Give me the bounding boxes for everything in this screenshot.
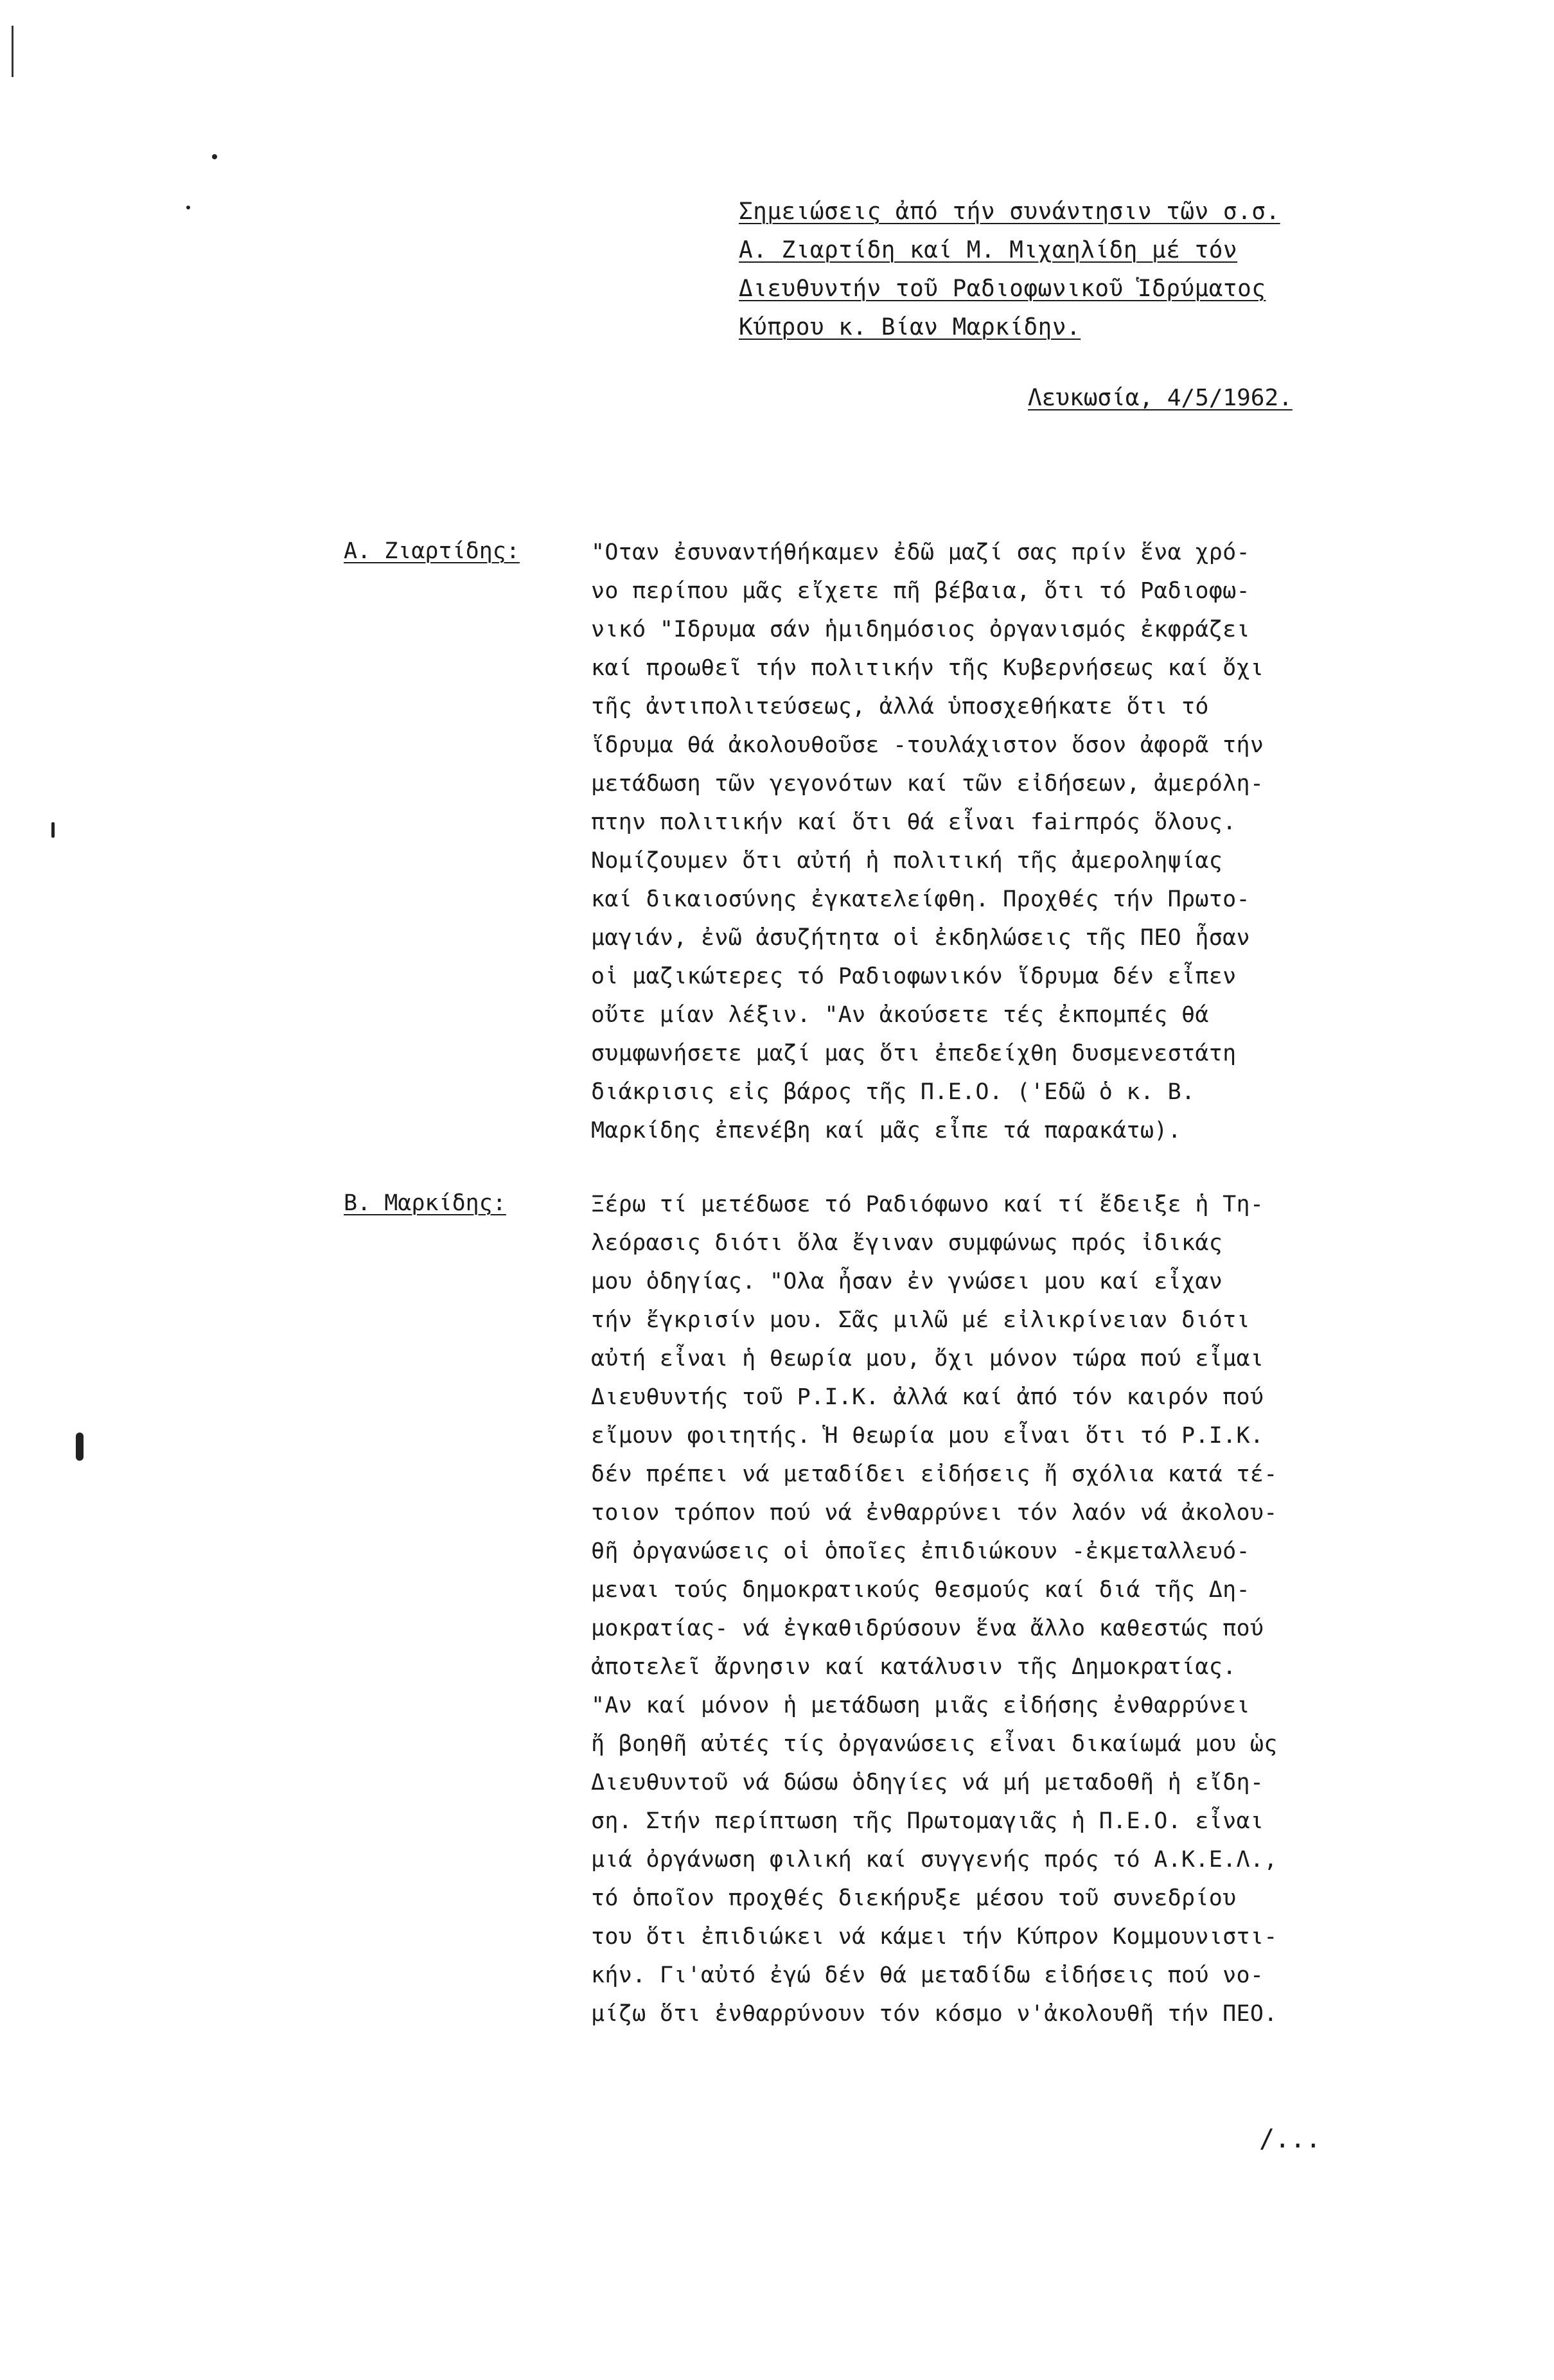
speech-line: Ξέρω τί μετέδωσε τό Ραδιόφωνο καί τί ἔδειξε ἡ Τη- xyxy=(591,1192,1264,1217)
speech-line: Νομίζουμεν ὅτι αὐτή ἡ πολιτική τῆς ἀμεροληψίας xyxy=(591,848,1223,874)
header-line: Α. Ζιαρτίδη καί Μ. Μιχαηλίδη μέ τόν xyxy=(739,237,1238,263)
scan-speck xyxy=(212,154,217,159)
speech-line: νο περίπου μᾶς εἴχετε πῆ βέβαια, ὅτι τό Ραδιοφω- xyxy=(591,578,1250,604)
scan-speck xyxy=(186,206,190,209)
speaker-label-b: Β. Μαρκίδης: xyxy=(344,1190,506,1216)
speech-line: τῆς ἀντιπολιτεύσεως, ἀλλά ὑποσχεθήκατε ὅτι τό xyxy=(591,694,1209,719)
header-line: Κύπρου κ. Βίαν Μαρκίδην. xyxy=(739,314,1081,340)
speech-line: συμφωνήσετε μαζί μας ὅτι ἐπεδείχθη δυσμενεστάτη xyxy=(591,1041,1237,1066)
speech-line: κήν. Γι'αὐτό ἐγώ δέν θά μεταδίδω εἰδήσεις πού νο- xyxy=(591,1962,1264,1988)
speech-line: νικό "Ιδρυμα σάν ἡμιδημόσιος ὀργανισμός ἐκφράζει xyxy=(591,617,1250,642)
document-header xyxy=(739,193,1420,347)
speech-line: καί προωθεῖ τήν πολιτικήν τῆς Κυβερνήσεως καί ὄχι xyxy=(591,655,1264,681)
speech-line: αὐτή εἶναι ἡ θεωρία μου, ὄχι μόνον τώρα πού εἶμαι xyxy=(591,1346,1264,1371)
speech-line: μίζω ὅτι ἐνθαρρύνουν τόν κόσμο ν'ἀκολουθῆ τήν ΠΕΟ. xyxy=(591,2001,1278,2027)
speech-line: μετάδωση τῶν γεγονότων καί τῶν εἰδήσεων, ἀμερόλη- xyxy=(591,771,1264,797)
speech-b xyxy=(591,1185,1439,2033)
speech-line: ἤ βοηθῆ αὐτές τίς ὀργανώσεις εἶναι δικαίωμά μου ὡς xyxy=(591,1731,1278,1757)
header-line: Διευθυντήν τοῦ Ραδιοφωνικοῦ Ἱδρύματος xyxy=(739,276,1266,302)
speech-line: ἵδρυμα θά ἀκολουθοῦσε -τουλάχιστον ὅσον ἀφορᾶ τήν xyxy=(591,732,1264,758)
speech-line: μου ὁδηγίας. "Ολα ἦσαν ἐν γνώσει μου καί εἶχαν xyxy=(591,1269,1223,1294)
speech-line: λεόρασις διότι ὅλα ἔγιναν συμφώνως πρός ἰδικάς xyxy=(591,1230,1223,1256)
scan-speck xyxy=(76,1432,84,1461)
speech-a xyxy=(591,533,1439,1150)
speech-line: δέν πρέπει νά μεταδίδει εἰδήσεις ἤ σχόλια κατά τέ- xyxy=(591,1461,1278,1487)
scan-edge-mark xyxy=(12,26,13,77)
header-line: Σημειώσεις ἀπό τήν συνάντησιν τῶν σ.σ. xyxy=(739,198,1280,225)
speech-line: καί δικαιοσύνης ἐγκατελείφθη. Προχθές τήν Πρωτο- xyxy=(591,886,1250,912)
speech-line: μεναι τούς δημοκρατικούς θεσμούς καί διά τῆς Δη- xyxy=(591,1577,1250,1603)
speech-line: τοιον τρόπον πού νά ἐνθαρρύνει τόν λαόν νά ἀκολου- xyxy=(591,1500,1278,1526)
speech-line: Διευθυντής τοῦ Ρ.Ι.Κ. ἀλλά καί ἀπό τόν καιρόν πού xyxy=(591,1384,1264,1410)
speech-line: Διευθυντοῦ νά δώσω ὁδηγίες νά μή μεταδοθῆ ἡ εἴδη- xyxy=(591,1770,1264,1795)
speech-line: οἱ μαζικώτερες τό Ραδιοφωνικόν ἵδρυμα δέν εἶπεν xyxy=(591,964,1237,989)
continuation-marker: /... xyxy=(1259,2124,1321,2154)
speech-line: "Οταν ἐσυναντήθήκαμεν ἐδῶ μαζί σας πρίν ἕνα χρό- xyxy=(591,540,1250,565)
speech-line: εἴμουν φοιτητής. Ἡ θεωρία μου εἶναι ὅτι τό Ρ.Ι.Κ. xyxy=(591,1423,1264,1449)
document-date: Λευκωσία, 4/5/1962. xyxy=(1028,385,1293,411)
speech-line: ση. Στήν περίπτωση τῆς Πρωτομαγιᾶς ἡ Π.Ε.Ο. εἶναι xyxy=(591,1808,1264,1834)
speech-line: πτην πολιτικήν καί ὅτι θά εἶναι fairπρός ὅλους. xyxy=(591,809,1237,835)
speech-line: Μαρκίδης ἐπενέβη καί μᾶς εἶπε τά παρακάτω). xyxy=(591,1118,1181,1143)
speech-line: διάκρισις εἰς βάρος τῆς Π.Ε.Ο. ('Εδῶ ὁ κ. Β. xyxy=(591,1079,1196,1105)
speech-line: τό ὁποῖον προχθές διεκήρυξε μέσου τοῦ συνεδρίου xyxy=(591,1885,1237,1911)
speech-line: "Αν καί μόνον ἡ μετάδωση μιᾶς εἰδήσης ἐνθαρρύνει xyxy=(591,1693,1250,1718)
speech-line: τήν ἔγκρισίν μου. Σᾶς μιλῶ μέ εἰλικρίνειαν διότι xyxy=(591,1307,1250,1333)
speech-line: μοκρατίας- νά ἐγκαθιδρύσουν ἕνα ἄλλο καθεστώς πού xyxy=(591,1616,1264,1641)
speech-line: οὔτε μίαν λέξιν. "Αν ἀκούσετε τές ἐκπομπές θά xyxy=(591,1002,1209,1028)
scan-speck xyxy=(51,822,55,838)
speech-line: θῆ ὀργανώσεις οἱ ὁποῖες ἐπιδιώκουν -ἐκμεταλλευό- xyxy=(591,1538,1250,1564)
speech-line: του ὅτι ἐπιδιώκει νά κάμει τήν Κύπρον Κομμουνιστι- xyxy=(591,1924,1278,1950)
speech-line: ἀποτελεῖ ἄρνησιν καί κατάλυσιν τῆς Δημοκρατίας. xyxy=(591,1654,1237,1680)
speech-line: μαγιάν, ἐνῶ ἀσυζήτητα οἱ ἐκδηλώσεις τῆς ΠΕΟ ἦσαν xyxy=(591,925,1250,951)
speaker-label-a: Α. Ζιαρτίδης: xyxy=(344,538,520,564)
speech-line: μιά ὀργάνωση φιλική καί συγγενής πρός τό Α.Κ.Ε.Λ., xyxy=(591,1847,1278,1873)
